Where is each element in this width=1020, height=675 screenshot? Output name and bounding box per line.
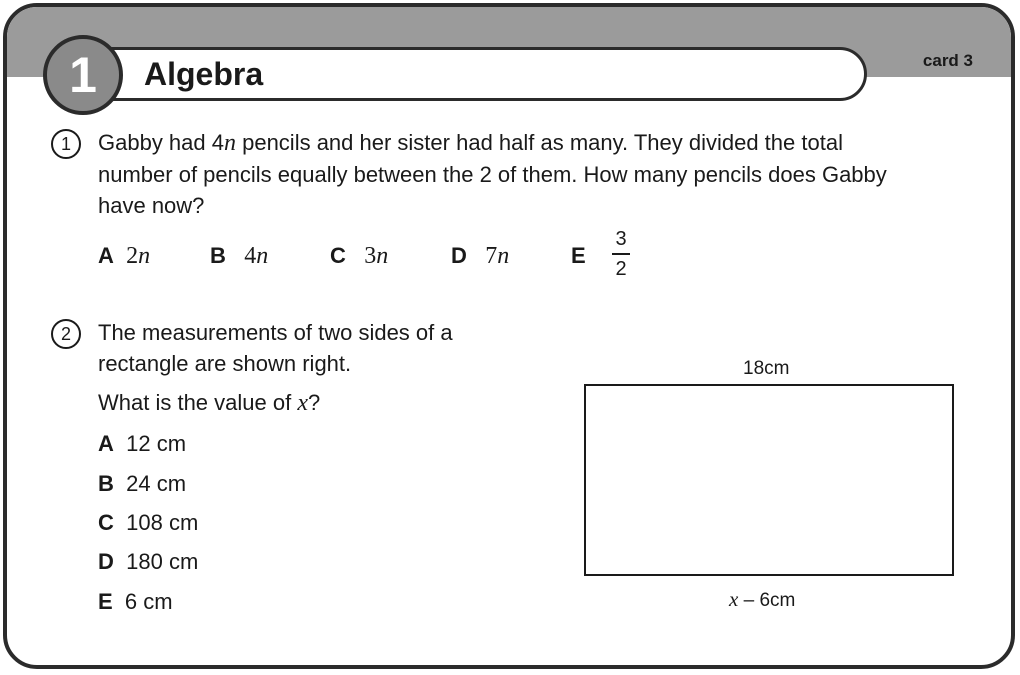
option-e[interactable]: E (571, 243, 586, 268)
question-2-line-1: The measurements of two sides of a (98, 320, 453, 345)
option-2a[interactable]: A 12 cm (98, 431, 187, 456)
question-1-options (98, 228, 698, 303)
option-2c[interactable]: C 108 cm (98, 510, 199, 535)
option-a[interactable]: A 2n (98, 243, 151, 269)
fraction-denominator: 2 (615, 257, 627, 280)
question-2-line-2: rectangle are shown right. (98, 351, 352, 376)
question-2-text (98, 317, 453, 379)
option-2e[interactable]: E 6 cm (98, 589, 173, 614)
card-title: Algebra (144, 56, 264, 92)
option-2b[interactable]: B 24 cm (98, 471, 187, 496)
option-c[interactable]: C 3n (330, 243, 389, 269)
question-1-text (98, 127, 887, 221)
question-card (3, 3, 1015, 669)
fraction-numerator: 3 (615, 228, 627, 250)
question-1-line-2: number of pencils equally between the 2 of them. How many pencils does Gabby (98, 162, 887, 187)
rectangle-diagram (584, 384, 954, 576)
fraction-bar (612, 253, 630, 255)
option-d[interactable]: D 7n (451, 243, 510, 269)
card-label: card 3 (922, 51, 973, 70)
title-banner (67, 47, 867, 101)
question-1-number: 1 (51, 129, 81, 159)
question-2-number: 2 (51, 319, 81, 349)
question-1-line-3: have now? (98, 193, 205, 218)
rectangle-bottom-label: x – 6cm (729, 587, 796, 611)
option-e-fraction (612, 227, 630, 281)
question-2-prompt: What is the value of x? (98, 390, 321, 416)
option-b[interactable]: B 4n (210, 243, 269, 269)
option-2d[interactable]: D 180 cm (98, 549, 199, 574)
question-1-line-1: Gabby had 4n pencils and her sister had half as many. They divided the total (98, 130, 843, 156)
card-number-badge: 1 (43, 35, 123, 115)
rectangle-top-label: 18cm (743, 358, 790, 379)
